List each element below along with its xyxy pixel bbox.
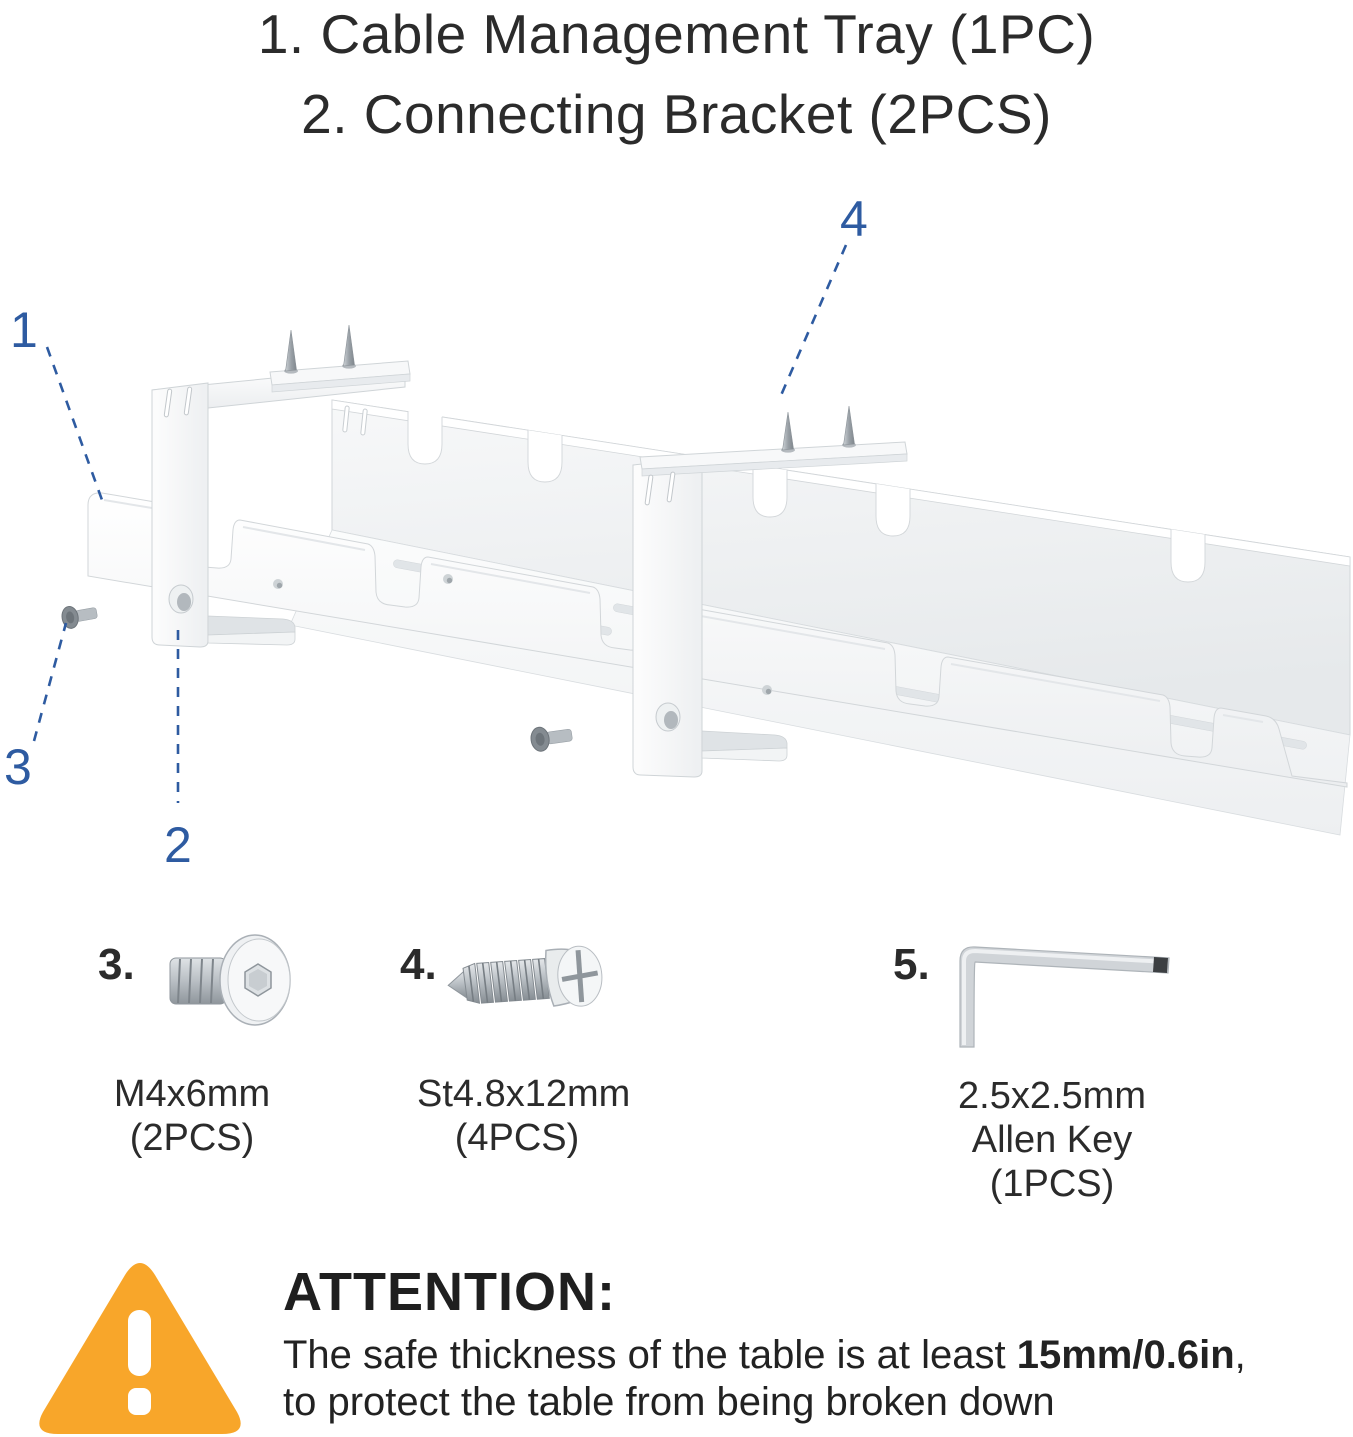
attention-line2-text: to protect the table from being broken down	[283, 1380, 1055, 1424]
callout-label-4: 4	[840, 191, 868, 247]
attention-title: ATTENTION:	[283, 1262, 616, 1322]
attention-line1-text: The safe thickness of the table is at least	[283, 1333, 1017, 1377]
header-line-2: 2. Connecting Bracket (2PCS)	[301, 83, 1052, 145]
callout-line-1	[47, 347, 102, 500]
callout-label-2: 2	[164, 817, 192, 873]
callout-label-3: 3	[4, 739, 32, 795]
callout-line-3	[34, 623, 66, 741]
cable-tray-illustration	[0, 175, 1353, 855]
loose-screw-middle	[530, 723, 574, 752]
warning-triangle-icon	[28, 1260, 253, 1437]
part-3-label: M4x6mm (2PCS)	[113, 1073, 271, 1159]
mounting-hole-right	[656, 703, 680, 731]
part-5-label: 2.5x2.5mm Allen Key (1PCS)	[958, 1075, 1146, 1205]
part-4-label: St4.8x12mm (4PCS)	[417, 1073, 631, 1159]
part-3-number: 3.	[98, 940, 135, 989]
pan-head-screw-icon	[440, 926, 610, 1034]
attention-line1-bold: 15mm/0.6in	[1016, 1333, 1235, 1377]
spike-screws	[284, 325, 356, 374]
part-4-number: 4.	[400, 940, 437, 989]
attention-body	[283, 1332, 1303, 1426]
attention-line1-tail: ,	[1234, 1333, 1246, 1377]
callout-label-1: 1	[10, 302, 38, 358]
hex-socket-screw-icon	[158, 928, 308, 1032]
spike-screws	[781, 406, 856, 453]
header-line-1: 1. Cable Management Tray (1PC)	[257, 3, 1096, 65]
allen-key-icon	[940, 935, 1185, 1055]
part-5-number: 5.	[893, 940, 930, 989]
callout-line-4	[779, 245, 846, 400]
bracket-right-foot	[702, 731, 787, 751]
mounting-hole-left	[169, 585, 193, 613]
